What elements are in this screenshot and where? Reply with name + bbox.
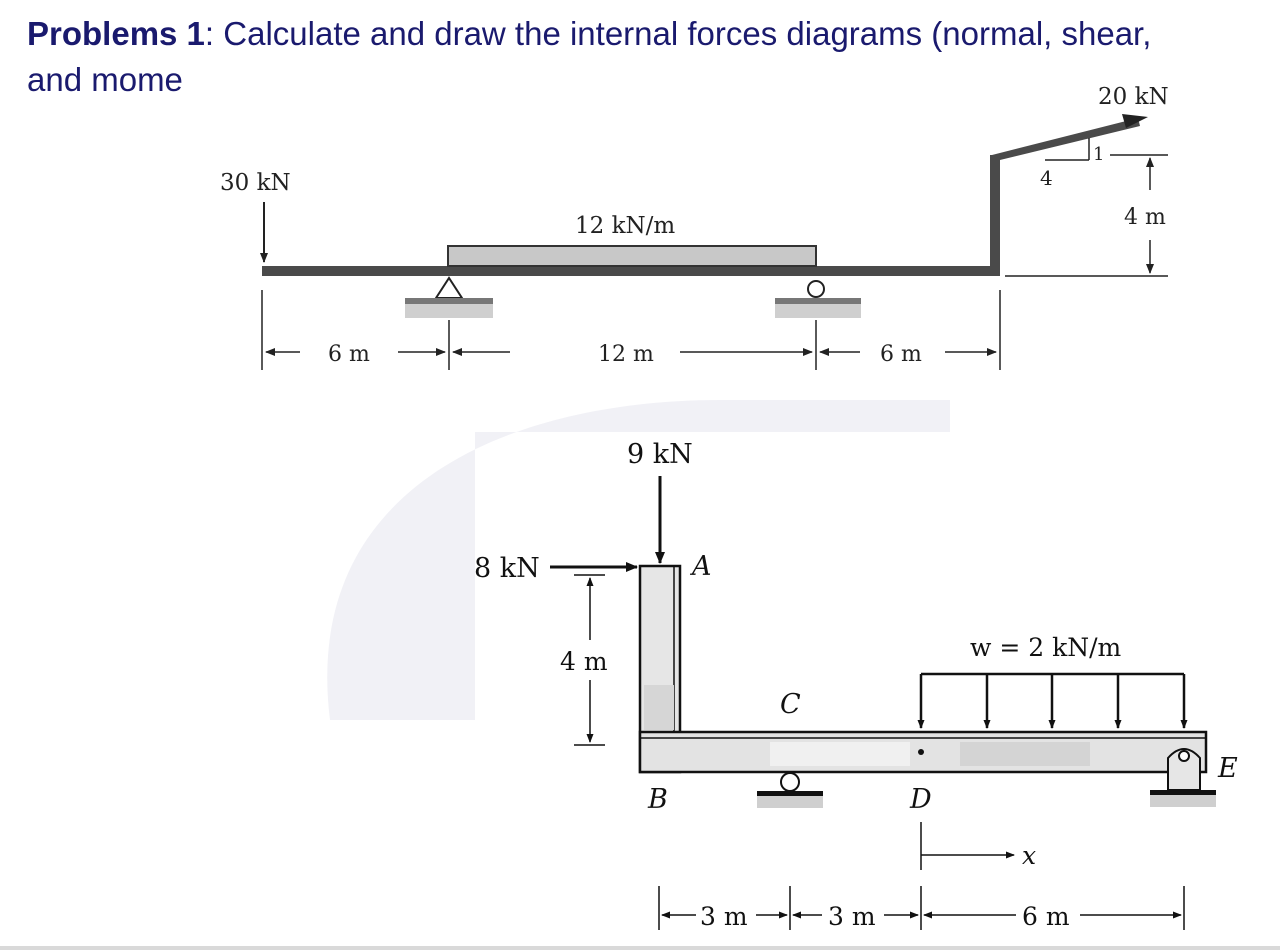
bottom-divider: [0, 946, 1280, 950]
load-label-9kn: 9 kN: [627, 439, 693, 470]
load-label-20kn: 20 kN: [1098, 84, 1169, 110]
span-label-c: 6 m: [880, 342, 922, 367]
span-label-2b: 3 m: [828, 902, 876, 931]
problem-statement: : Calculate and draw the internal forces diagrams (normal, shear,: [204, 15, 1152, 52]
distributed-load-label: 12 kN/m: [575, 213, 676, 239]
beam-diagram-1: [0, 0, 1280, 400]
problem-title: Problems 1: [27, 15, 205, 52]
point-d-marker: [918, 749, 924, 755]
point-label-d: D: [910, 784, 932, 815]
x-axis-label: x: [1022, 841, 1037, 870]
inclined-load-bar: [992, 118, 1140, 160]
distributed-load-label-2: w = 2 kN/m: [970, 633, 1122, 662]
frame-diagram-2: [0, 400, 1280, 946]
roller-support-1: [775, 281, 861, 318]
problem-statement-line2: and mome: [27, 61, 183, 98]
slope-run-label: 4: [1040, 166, 1053, 190]
point-label-e: E: [1218, 753, 1238, 784]
vertical-post-1: [990, 155, 1000, 276]
load-label-30kn: 30 kN: [220, 170, 291, 196]
distributed-load-arrows: [921, 674, 1184, 728]
span-label-a: 6 m: [328, 342, 370, 367]
span-label-2a: 3 m: [700, 902, 748, 931]
pin-support-1: [405, 278, 493, 318]
beam-1: [262, 266, 1000, 276]
roller-support-c: [757, 773, 823, 808]
point-label-b: B: [648, 784, 668, 815]
height-label-2: 4 m: [560, 647, 608, 676]
point-label-c: C: [780, 689, 801, 720]
distributed-load-block: [448, 246, 816, 266]
point-label-a: A: [692, 551, 712, 582]
span-label-b: 12 m: [598, 342, 654, 367]
height-dim-label: 4 m: [1124, 205, 1166, 230]
slope-rise-label: 1: [1093, 144, 1105, 165]
span-label-2c: 6 m: [1022, 902, 1070, 931]
load-label-8kn: 8 kN: [474, 553, 540, 584]
